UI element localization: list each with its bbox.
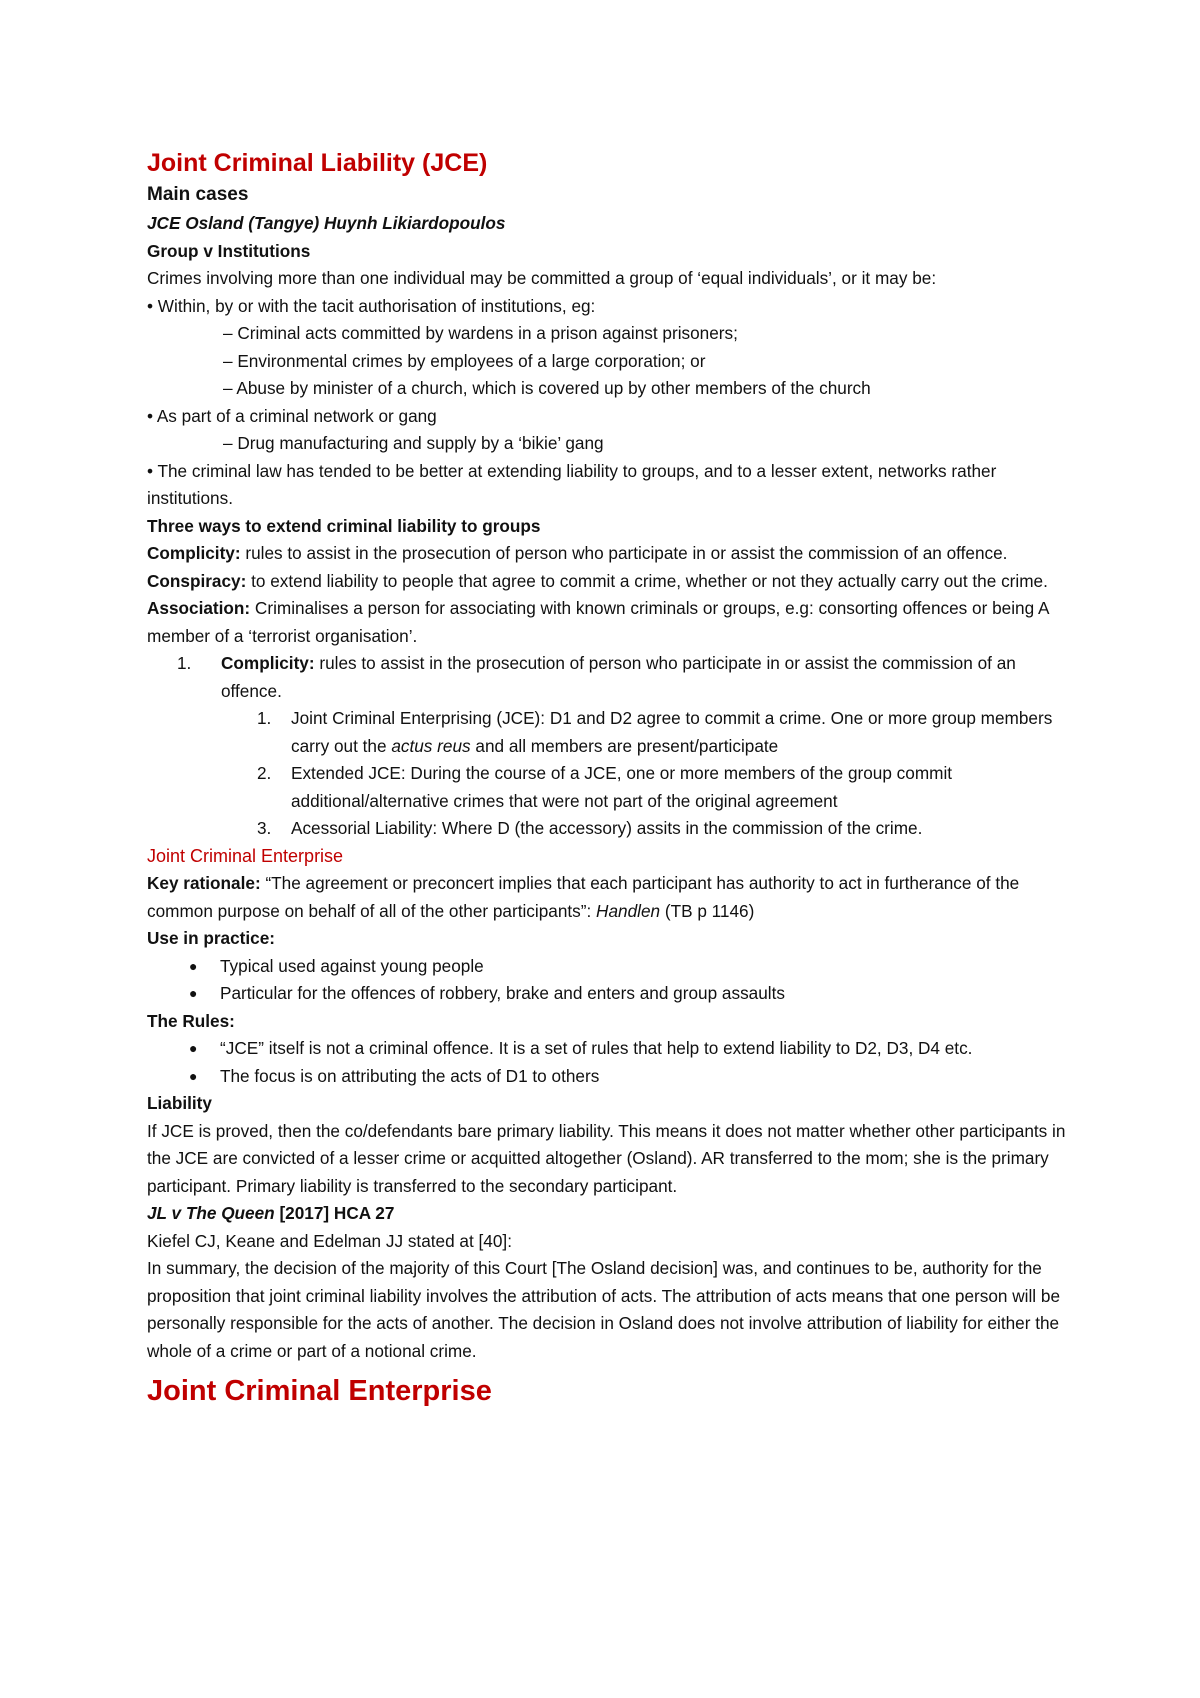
list-item-text: Particular for the offences of robbery, brake and enters and group assaults <box>220 983 785 1003</box>
key-rationale-text: “The agreement or preconcert implies that each participant has authority to act in furtherance of the common purpose on behalf of all of the other participants”: <box>147 873 1020 921</box>
conspiracy-text: to extend liability to people that agree to commit a crime, whether or not they actually carry out the crime. <box>246 570 1048 591</box>
complicity-paragraph <box>147 540 1077 568</box>
bullet-icon: ● <box>189 957 198 974</box>
list-item <box>147 953 1077 981</box>
list-item <box>147 1035 1077 1063</box>
sub-abuse: – Abuse by minister of a church, which is covered up by other members of the church <box>223 378 871 398</box>
conspiracy-paragraph <box>147 568 1077 596</box>
sub-list-number: 1. <box>257 708 272 728</box>
bottom-heading: Joint Criminal Enterprise <box>147 1375 492 1407</box>
key-case-ref: (TB p 1146) <box>660 900 755 921</box>
jce-heading: Joint Criminal Enterprise <box>147 845 344 866</box>
complicity-label: Complicity: <box>147 543 241 563</box>
bullet-icon: ● <box>189 1040 198 1056</box>
list-item-complicity <box>147 650 1077 705</box>
conspiracy-label: Conspiracy: <box>147 570 247 591</box>
document-body <box>147 146 1077 1411</box>
kiefel-line: Kiefel CJ, Keane and Edelman JJ stated at [40]: <box>147 1230 512 1251</box>
sub-list-item-extended-jce <box>147 760 1077 815</box>
sub-extended-text: Extended JCE: During the course of a JCE, one or more members of the group commit additional/alternative crimes that were not part of the original agreement <box>291 763 953 811</box>
document-title: Joint Criminal Liability (JCE) <box>147 149 488 177</box>
cases-line: JCE Osland (Tangye) Huynh Likiardopoulos <box>147 213 506 233</box>
sub-list-number: 2. <box>257 763 272 783</box>
bullet-within: • Within, by or with the tacit authorisation of institutions, eg: <box>147 295 596 316</box>
list-complicity-text: rules to assist in the prosecution of person who participate in or assist the commission of an offence. <box>221 653 1016 701</box>
jl-case-cite: [2017] HCA 27 <box>274 1203 395 1223</box>
sub-list-item-jce <box>147 705 1077 760</box>
three-ways-heading: Three ways to extend criminal liability to groups <box>147 515 541 536</box>
list-number: 1. <box>177 653 192 673</box>
sub-jce-text-b: and all members are present/participate <box>470 735 779 756</box>
main-cases-heading: Main cases <box>147 184 249 205</box>
list-item <box>147 1063 1077 1091</box>
list-complicity-label: Complicity: <box>221 653 315 673</box>
association-paragraph <box>147 595 1077 650</box>
use-in-practice-heading: Use in practice: <box>147 928 275 948</box>
jl-case-name: JL v The Queen <box>147 1203 275 1223</box>
group-intro: Crimes involving more than one individual may be committed a group of ‘equal individuals’, or it may be: <box>147 268 937 288</box>
sub-list-item-accessorial <box>147 815 1077 843</box>
sub-jce-italic: actus reus <box>391 735 471 756</box>
association-label: Association: <box>147 598 251 618</box>
bullet-icon: ● <box>189 1067 198 1084</box>
key-rationale-paragraph <box>147 870 1077 925</box>
bullet-law: • The criminal law has tended to be better at extending liability to groups, and to a lesser extent, networks rather institutions. <box>147 460 997 508</box>
bullet-icon: ● <box>189 985 198 1001</box>
sub-jce-text-a: Joint Criminal Enterprising (JCE): D1 and D2 agree to commit a crime. One or more group members carry out the <box>291 708 1053 756</box>
sub-environmental: – Environmental crimes by employees of a large corporation; or <box>223 350 706 371</box>
complicity-text: rules to assist in the prosecution of person who participate in or assist the commission of an offence. <box>240 543 1008 563</box>
summary-paragraph: In summary, the decision of the majority of this Court [The Osland decision] was, and continues to be, authority for the proposition that joint criminal liability involves the attribution of acts. The attribution of acts means that one person will be personally responsible for the acts of another. The decision in Osland does not involve attribution of liability for either the whole of a crime or part of a notional crime. <box>147 1258 1061 1361</box>
list-item <box>147 980 1077 1008</box>
sub-drug: – Drug manufacturing and supply by a ‘bikie’ gang <box>223 433 604 453</box>
list-item-text: The focus is on attributing the acts of D1 to others <box>220 1065 600 1086</box>
list-item-text: “JCE” itself is not a criminal offence. It is a set of rules that help to extend liability to D2, D3, D4 etc. <box>220 1038 973 1058</box>
bullet-network: • As part of a criminal network or gang <box>147 405 437 426</box>
key-rationale-label: Key rationale: <box>147 873 261 893</box>
list-item-text: Typical used against young people <box>220 955 484 976</box>
liability-paragraph: If JCE is proved, then the co/defendants bare primary liability. This means it does not matter whether other participants in the JCE are convicted of a lesser crime or acquitted altogether (Osland). AR transferred to the mom; she is the primary participant. Primary liability is transferred to the secondary participant. <box>147 1120 1066 1196</box>
jl-case-line <box>147 1200 1077 1228</box>
association-text: Criminalises a person for associating with known criminals or groups, e.g: consorting offences or being A member of a ‘terrorist organisation’. <box>147 598 1049 646</box>
rules-heading: The Rules: <box>147 1010 235 1031</box>
group-heading: Group v Institutions <box>147 240 311 261</box>
key-case-name: Handlen <box>596 900 661 921</box>
liability-heading: Liability <box>147 1093 212 1113</box>
sub-prison: – Criminal acts committed by wardens in a prison against prisoners; <box>223 323 738 343</box>
sub-accessorial-text: Acessorial Liability: Where D (the accessory) assits in the commission of the crime. <box>291 818 923 838</box>
sub-list-number: 3. <box>257 818 272 838</box>
